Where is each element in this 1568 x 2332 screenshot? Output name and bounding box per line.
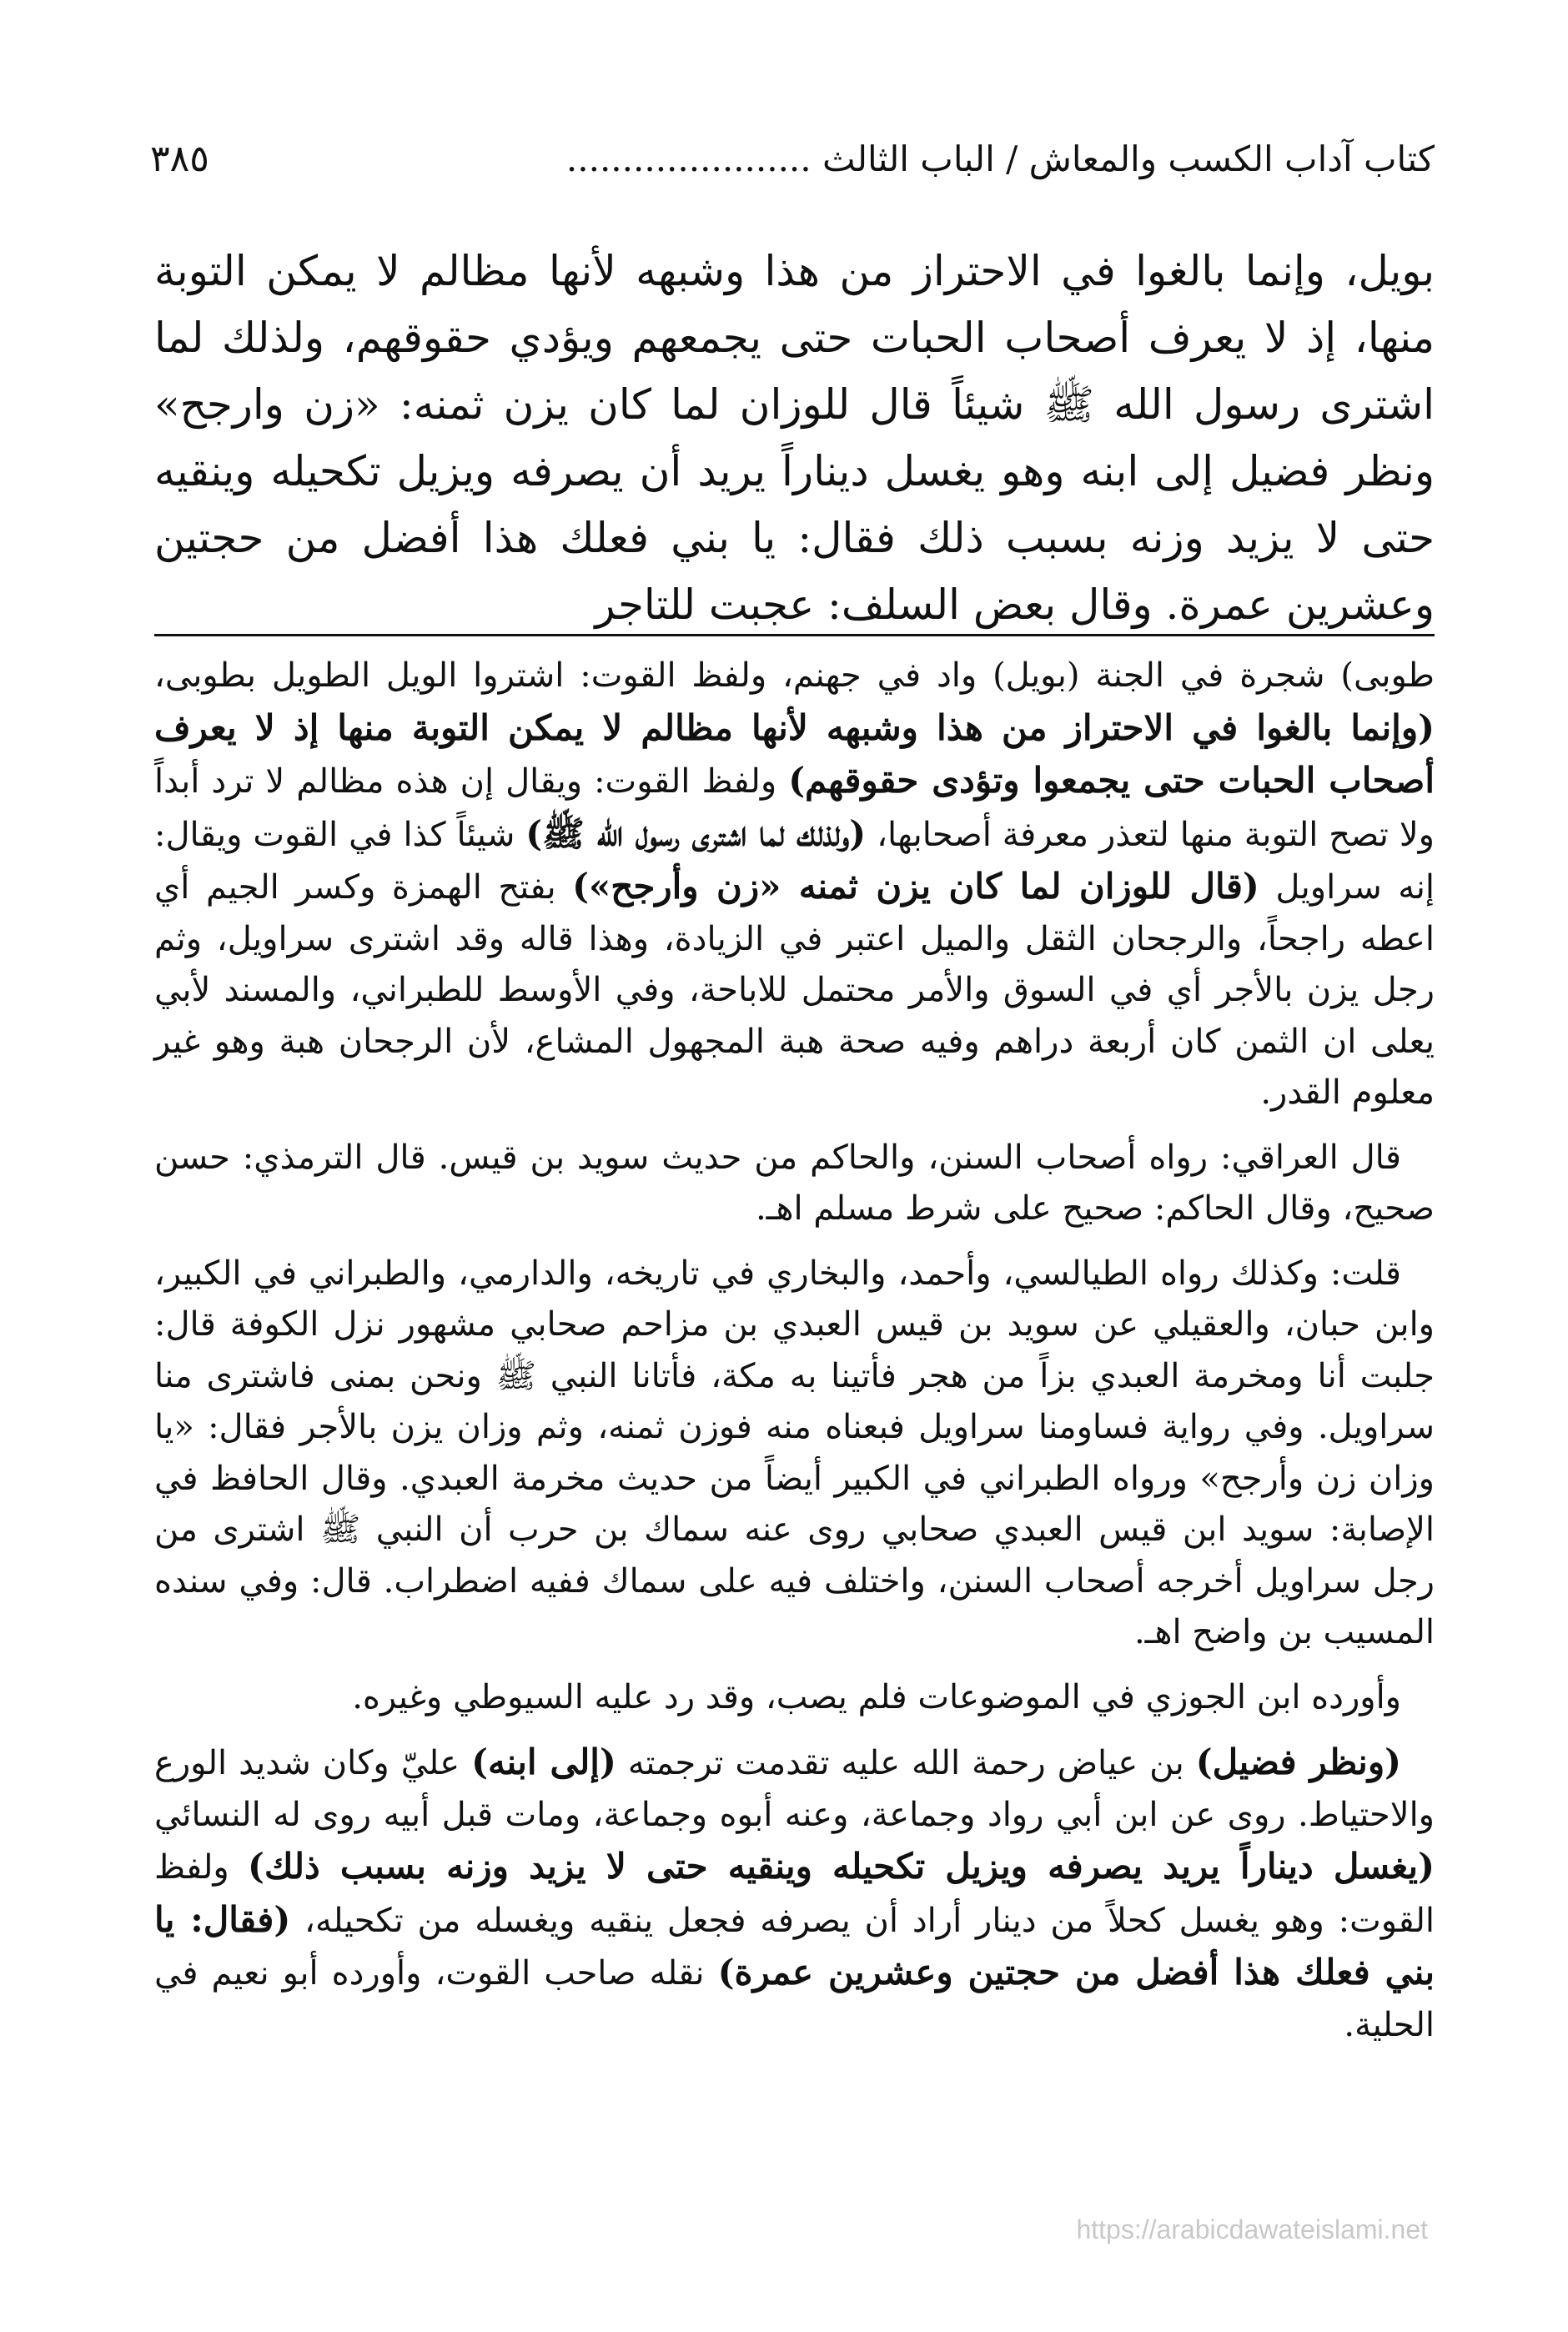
note-text: ولفظ القوت: وهو يغسل كحلاً من دينار أراد أن يصرفه فجعل ينقيه ويغسله من تكحيله، [154, 1848, 1435, 1940]
note-text: طوبى) شجرة في الجنة (بويل) واد في جهنم، ولفظ القوت: اشتروا الويل الطويل بطوبى، [154, 656, 1435, 695]
page-header [150, 125, 1435, 192]
watermark-url: https://arabicdawateislami.net [1076, 2214, 1428, 2244]
page-number: ٣٨٥ [150, 137, 209, 180]
main-text: بويل، وإنما بالغوا في الاحتراز من هذا وشبهه لأنها مظالم لا يمكن التوبة منها، إذ لا يعرف أصحاب الحبات حتى يجمعهم ويؤدي حقوقهم، ولذلك لما اشترى رسول الله ﷺ شيئاً قال للوزان لما كان يزن ثمنه: «زن وارجح» ونظر فضيل إلى ابنه وهو يغسل ديناراً يريد أن يصرفه ويزيل تكحيله وينقيه حتى لا يزيد وزنه بسبب ذلك فقال: يا بني فعلك هذا أفضل من حجتين وعشرين عمرة. وقال بعض السلف: عجبت للتاجر [154, 247, 1435, 629]
note-text: بن عياض رحمة الله عليه تقدمت ترجمته [627, 1744, 1184, 1782]
commentary-paragraph: قال العراقي: رواه أصحاب السنن، والحاكم من حديث سويد بن قيس. قال الترمذي: حسن صحيح، وقال الحاكم: صحيح على شرط مسلم اهـ. [154, 1138, 1435, 1228]
quoted-text: (فقال: يا بني فعلك هذا أفضل من حجتين وعشرين عمرة) [154, 1898, 1435, 1993]
commentary-paragraph: قلت: وكذلك رواه الطيالسي، وأحمد، والبخاري في تاريخه، والدارمي، والطبراني في الكبير، وابن حبان، والعقيلي عن سويد بن قيس العبدي بن مزاحم صحابي مشهور نزل الكوفة قال: جلبت أنا ومخرمة العبدي بزاً من هجر فأتينا به مكة، فأتانا النبي ﷺ ونحن بمنى فاشترى منا سراويل. وفي رواية فساومنا سراويل فبعناه منه فوزن ثمنه، وثم وزان يزن بالأجر فقال: «يا وزان زن وأرجح» ورواه الطبراني في الكبير أيضاً من حديث مخرمة العبدي. وقال الحافظ في الإصابة: سويد ابن قيس العبدي صحابي روى عنه سماك بن حرب أن النبي ﷺ اشترى من رجل سراويل أخرجه أصحاب السنن، واختلف فيه على سماك ففيه اضطراب. قال: وفي سنده المسيب بن واضح اهـ. [154, 1254, 1435, 1651]
note-text: نقله صاحب القوت، وأورده أبو نعيم في الحلية. [154, 1954, 1435, 2044]
quoted-text: (ولذلك لما اشترى رسول الله ﷺ) [525, 812, 867, 854]
quoted-text: (ونظر فضيل) [1195, 1741, 1401, 1782]
quoted-text: (قال للوزان لما كان يزن ثمنه «زن وأرجح») [572, 866, 1259, 907]
quoted-text: (وإنما بالغوا في الاحتراز من هذا وشبهه لأنها مظالم لا يمكن التوبة منها إذ لا يعرف أصحاب الحبات حتى يجمعوا وتؤدى حقوقهم) [154, 706, 1435, 801]
note-text: عليّ وكان شديد الورع والاحتياط. روى عن ابن أبي رواد وجماعة، وعنه أبوه وجماعة، ومات قبل أبيه روى له النسائي [154, 1744, 1435, 1834]
note-text: بفتح الهمزة وكسر الجيم أي اعطه راجحاً، والرجحان الثقل والميل اعتبر في الزيادة، وهذا قاله وقد اشترى سراويل، وثم رجل يزن بالأجر أي في السوق والأمر محتمل للاباحة، وفي الأوسط للطبراني، والمسند لأبي يعلى ان الثمن كان أربعة دراهم وفيه صحة هبة المجهول المشاع، لأن الرجحان هبة وهو غير معلوم القدر. [154, 868, 1435, 1112]
commentary-paragraph: وأورده ابن الجوزي في الموضوعات فلم يصب، وقد رد عليه السيوطي وغيره. [352, 1677, 1401, 1716]
quoted-text: (يغسل ديناراً يريد يصرفه ويزيل تكحيله وينقيه حتى لا يزيد وزنه بسبب ذلك) [247, 1846, 1435, 1887]
commentary [154, 651, 1435, 2064]
quoted-text: (إلى ابنه) [471, 1741, 616, 1782]
running-title: كتاب آداب الكسب والمعاش / الباب الثالث ...................... [565, 138, 1435, 179]
note-text: ولفظ القوت: ويقال إن هذه مظالم لا ترد أبداً ولا تصح التوبة منها لتعذر معرفة أصحابها، [154, 762, 1435, 854]
commentary-paragraph [154, 651, 1435, 1119]
note-text: شيئاً كذا في القوت ويقال: إنه سراويل [154, 815, 1435, 907]
commentary-paragraph [154, 1736, 1435, 2051]
footnote-divider [154, 634, 1435, 636]
